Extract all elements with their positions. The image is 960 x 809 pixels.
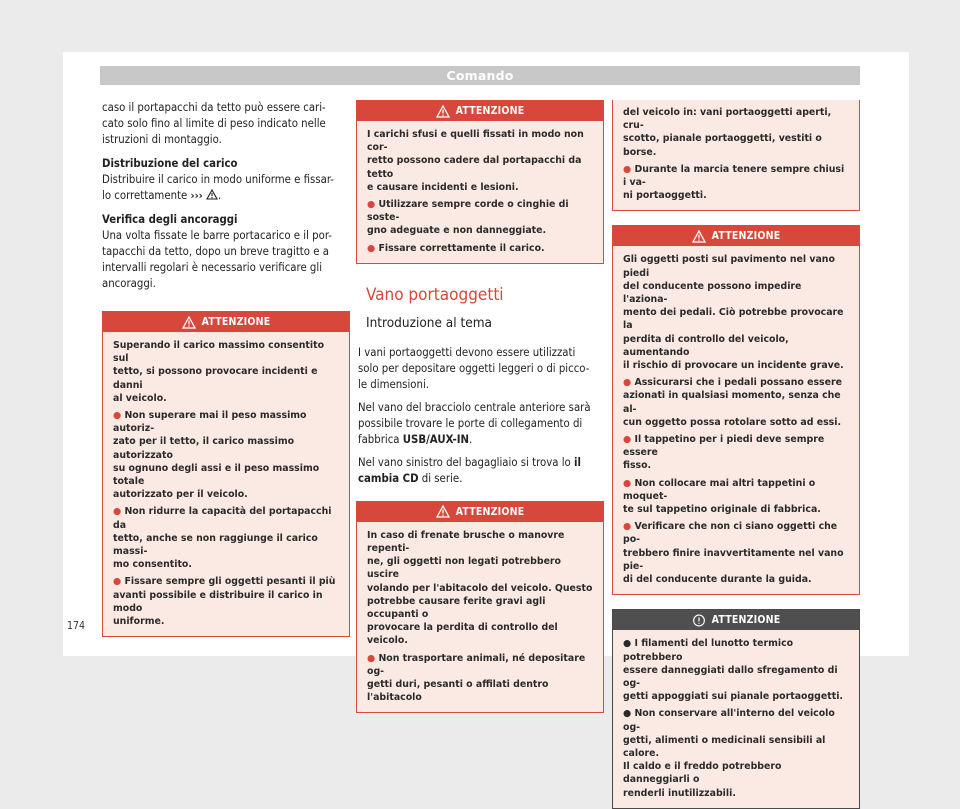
list-item: ● Durante la marcia tenere sempre chiusi i va- ni portaoggetti. xyxy=(623,163,845,202)
heading-anchor-check: Verifica degli ancoraggi xyxy=(102,213,238,226)
list-item: ● Assicurarsi che i pedali possano essere azionati in qualsiasi momento, senza che al- cun oggetto possa rotolare sotto ad essi. xyxy=(623,377,842,428)
list-item: ● Non ridurre la capacità del portapacchi da tetto, anche se non raggiunge il carico massi- mo consentito. xyxy=(113,506,332,571)
intro-paragraph: caso il portapacchi da tetto può essere cari- cato solo fino al limite di peso indicato nelle istruzioni di montaggio. xyxy=(102,101,326,146)
info-circle-icon xyxy=(692,614,706,627)
cd-changer-paragraph: Nel vano sinistro del bagagliaio si trova lo il cambia CD di serie. xyxy=(358,455,581,485)
warning-body: In caso di frenate brusche o manovre repenti- ne, gli oggetti non legati potrebbero uscire volando per l'abitacolo del veicolo. Questo potrebbe causare ferite gravi agli occupanti o provocare la perdita di controllo del veicolo. ● Non trasportare animali, né depositare og- getti duri, pesanti o affilati dentro l'abitacolo xyxy=(367,529,593,704)
cross-reference-link[interactable]: ››› xyxy=(190,189,203,202)
warning-triangle-icon xyxy=(436,105,450,118)
anchor-check-paragraph: Una volta fissate le barre portacarico e il por- tapacchi da tetto, dopo un breve tragitto e a intervalli regolari è necessario verificare gli ancoraggi. xyxy=(102,229,332,290)
list-item: ● Non conservare all'interno del veicolo og- getti, alimenti o medicinali sensibili al calore. Il caldo e il freddo potrebbero danneggiarli o renderli inutilizzabili. xyxy=(623,708,835,799)
warning-triangle-icon xyxy=(182,316,196,329)
warning-body xyxy=(613,630,859,807)
column-3 xyxy=(612,100,860,809)
warning-body: Gli oggetti posti sul pavimento nel vano piedi del conducente possono impedire l'aziona- mento dei pedali. Ciò potrebbe provocare la perdita di controllo del veicolo, aumentando il rischio di provocare un incidente grave. ● Assicurarsi che i pedali possano essere azionati in qualsiasi momento, senza che al- cun oggetto possa rotolare sotto ad essi. ● Il tappetino per i piedi deve sempre essere fisso. ● Non collocare mai altri tappetini o moquet- te sul tappetino originale di fabbrica. ● Verificare che non ci siano oggetti che po- trebbero finire inavvertitamente nel vano pie- di del conducente durante la guida. xyxy=(613,246,859,594)
warning-header: ATTENZIONE xyxy=(613,610,859,630)
warning-body: I carichi sfusi e quelli fissati in modo non cor- retto possono cadere dal portapacchi da tetto e causare incidenti e lesioni. ● Utilizzare sempre corde o cinghie di soste- gno adeguate e non danneggiate. ● Fissare correttamente il carico. xyxy=(357,121,603,263)
warning-box-continued xyxy=(612,100,860,211)
warning-body: del veicolo in: vani portaoggetti aperti, cru- scotto, pianale portaoggetti, vestiti o borse. ● Durante la marcia tenere sempre chiusi i va- ni portaoggetti. xyxy=(613,100,859,210)
warning-triangle-icon xyxy=(436,505,450,518)
list-item: ● Fissare correttamente il carico. xyxy=(367,242,545,254)
column-2 xyxy=(356,100,604,713)
list-item: ● Verificare che non ci siano oggetti che po- trebbero finire inavvertitamente nel vano pie- di del conducente durante la guida. xyxy=(623,521,844,586)
list-item: ● Non collocare mai altri tappetini o moquet- te sul tappetino originale di fabbrica. xyxy=(623,477,821,516)
section-subtitle: Introduzione al tema xyxy=(366,314,492,331)
warning-header: ATTENZIONE xyxy=(103,312,349,332)
warning-box-loose-loads xyxy=(356,100,604,264)
list-item: ● Utilizzare sempre corde o cinghie di soste- gno adeguate e non danneggiate. xyxy=(367,199,569,237)
warning-header: ATTENZIONE xyxy=(357,101,603,121)
page-header: Comando xyxy=(100,66,860,85)
storage-intro-paragraph: I vani portaoggetti devono essere utilizzati solo per depositare oggetti leggeri o di picco- le dimensioni. xyxy=(358,345,590,391)
list-item: ● Non superare mai il peso massimo autoriz- zato per il tetto, il carico massimo autorizzato su ognuno degli assi e il peso massimo totale autorizzato per il veicolo. xyxy=(113,410,320,501)
warning-header: ATTENZIONE xyxy=(357,502,603,522)
load-distribution-paragraph: Distribuire il carico in modo uniforme e fissar- lo correttamente ››› . xyxy=(102,173,334,202)
section-title: Vano portaoggetti xyxy=(366,284,504,305)
warning-body: Superando il carico massimo consentito sul tetto, si possono provocare incidenti e danni al veicolo. ● Non superare mai il peso massimo autoriz- zato per il tetto, il carico massimo autorizzato su ognuno degli assi e il peso massimo totale autorizzato per il veicolo. ● Non ridurre la capacità del portapacchi da tetto, anche se non raggiunge il carico massi- mo consentito. ● Fissare sempre gli oggetti pesanti il più avanti possibile e distribuire il carico in modo uniforme. xyxy=(103,332,349,636)
list-item: ● I filamenti del lunotto termico potrebbero essere danneggiati dallo sfregamento di og- getti appoggiati sui pianale portaoggetti. xyxy=(623,638,843,703)
warning-header: ATTENZIONE xyxy=(613,226,859,246)
warning-box-damage xyxy=(612,609,860,808)
list-item: ● Non trasportare animali, né depositare og- getti duri, pesanti o affilati dentro l'abitacolo xyxy=(367,652,586,704)
warning-box-pedals xyxy=(612,225,860,595)
list-item: ● Il tappetino per i piedi deve sempre essere fisso. xyxy=(623,434,825,472)
usb-paragraph: Nel vano del bracciolo centrale anteriore sarà possibile trovare le porte di collegamento di fabbrica USB/AUX-IN. xyxy=(358,400,591,446)
warning-box-roof-load xyxy=(102,311,350,637)
column-1 xyxy=(102,100,350,637)
warning-triangle-icon xyxy=(206,189,218,200)
page-number: 174 xyxy=(67,620,86,632)
warning-box-braking xyxy=(356,501,604,714)
list-item: ● Fissare sempre gli oggetti pesanti il più avanti possibile e distribuire il carico in modo uniforme. xyxy=(113,576,336,628)
heading-load-distribution: Distribuzione del carico xyxy=(102,157,238,170)
warning-triangle-icon xyxy=(692,230,706,243)
